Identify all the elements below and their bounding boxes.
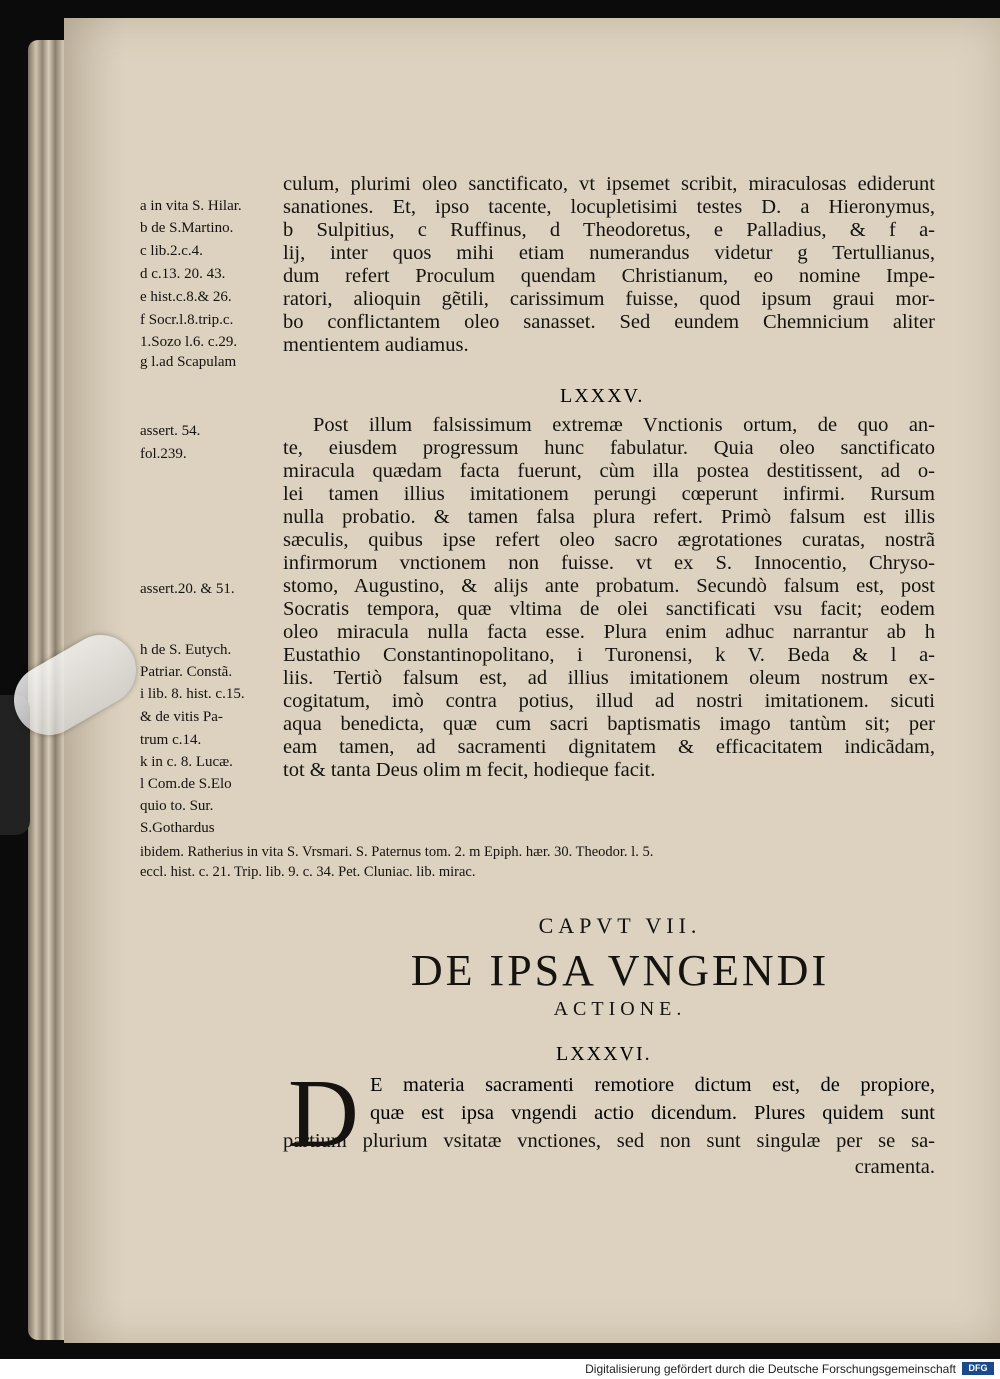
drop-initial: D <box>288 1060 359 1168</box>
margin-note: e hist.c.8.& 26. <box>140 289 232 305</box>
chapter-subtitle: ACTIONE. <box>553 998 687 1020</box>
body-line: partium plurium vsitatæ vnctiones, sed non sunt singulæ per se sa- <box>283 1130 935 1152</box>
body-line: lij, inter quos mihi etiam numerandus videtur g Tertullianus, <box>283 242 935 264</box>
margin-note: & de vitis Pa- <box>140 709 223 725</box>
body-line: cramenta. <box>854 1156 935 1178</box>
margin-note: d c.13. 20. 43. <box>140 266 226 282</box>
body-line: lei tamen illius imitationem perungi cœperunt infirmi. Rursum <box>283 483 935 505</box>
body-line: infirmorum vnctionem non fuisse. vt ex S. Innocentio, Chryso- <box>283 552 935 574</box>
body-line: quæ est ipsa vngendi actio dicendum. Plures quidem sunt <box>370 1102 935 1124</box>
footnote-line-1: ibidem. Ratherius in vita S. Vrsmari. S. Paternus tom. 2. m Epiph. hær. 30. Theodor. l. 5. <box>140 844 654 860</box>
margin-note: c lib.2.c.4. <box>140 243 203 259</box>
margin-note: 1.Sozo l.6. c.29. <box>140 334 238 350</box>
margin-note: k in c. 8. Lucæ. <box>140 754 233 770</box>
body-line: mentientem audiamus. <box>283 334 469 356</box>
body-line: E materia sacramenti remotiore dictum est, de propiore, <box>370 1074 935 1096</box>
body-line: culum, plurimi oleo sanctificato, vt ipsemet scribit, miraculosas ediderunt <box>283 173 935 195</box>
body-line: sæculis, quibus ipse refert oleo sacro ægrotationes curatas, nostrã <box>283 529 935 551</box>
body-line: oleo miracula nulla facta esse. Plura enim adhuc narrantur ab h <box>283 621 935 643</box>
section-label: LXXXVI. <box>556 1043 652 1065</box>
body-line: cogitatum, imò contra potius, illud ad nostri imitationem. sicuti <box>283 690 935 712</box>
margin-note: a in vita S. Hilar. <box>140 198 242 214</box>
section-label: LXXXV. <box>560 385 645 407</box>
margin-note: Patriar. Constã. <box>140 664 233 680</box>
body-line: miracula quædam facta fuerunt, cùm illa postea destitissent, ad o- <box>283 460 935 482</box>
dfg-logo: DFG <box>962 1362 994 1375</box>
margin-note: fol.239. <box>140 446 187 462</box>
margin-note: quio to. Sur. <box>140 798 214 814</box>
body-line: aqua benedicta, quæ cum sacri baptismatis imago tantùm sit; per <box>283 713 935 735</box>
body-line: tot & tanta Deus olim m fecit, hodieque facit. <box>283 759 656 781</box>
body-line: Eustathio Constantinopolitano, i Turonensi, k V. Beda & l a- <box>283 644 935 666</box>
margin-note: trum c.14. <box>140 732 202 748</box>
margin-note: h de S. Eutych. <box>140 642 232 658</box>
body-line: stomo, Augustino, & alijs ante probatum. Secundò falsum est, post <box>283 575 935 597</box>
margin-note: assert. 54. <box>140 423 201 439</box>
body-line: nulla probatio. & tamen falsa plura refert. Primò falsum est illis <box>283 506 935 528</box>
body-line: bo conflictantem oleo sanasset. Sed eundem Chemnicium aliter <box>283 311 935 333</box>
body-line: ratori, alioquin gẽtili, carissimum fuisse, quod ipsum graui mor- <box>283 288 935 310</box>
credit-text: Digitalisierung gefördert durch die Deutsche Forschungsgemeinschaft <box>585 1362 956 1376</box>
margin-note: l Com.de S.Elo <box>140 776 232 792</box>
margin-note: i lib. 8. hist. c.15. <box>140 686 245 702</box>
footnote-line-2: eccl. hist. c. 21. Trip. lib. 9. c. 34. Pet. Cluniac. lib. mirac. <box>140 864 476 880</box>
margin-note: S.Gothardus <box>140 820 215 836</box>
chapter-number: CAPVT VII. <box>538 913 702 938</box>
margin-note: assert.20. & 51. <box>140 581 235 597</box>
margin-note: g l.ad Scapulam <box>140 354 237 370</box>
margin-note: f Socr.l.8.trip.c. <box>140 312 234 328</box>
body-line: te, eiusdem progressum hunc fabulatur. Quia oleo sanctificato <box>283 437 935 459</box>
body-line: Post illum falsissimum extremæ Vnctionis ortum, de quo an- <box>313 414 935 436</box>
chapter-title: DE IPSA VNGENDI <box>410 946 830 995</box>
margin-note: b de S.Martino. <box>140 220 234 236</box>
body-line: sanationes. Et, ipso tacente, locupletisimi testes D. a Hieronymus, <box>283 196 935 218</box>
body-line: b Sulpitius, c Ruffinus, d Theodoretus, e Palladius, & f a- <box>283 219 935 241</box>
credit-bar <box>0 1359 1000 1379</box>
body-line: Socratis tempora, quæ vltima de olei sanctificati vsu facit; eodem <box>283 598 935 620</box>
body-line: eam tamen, ad sacramenti dignitatem & efficacitatem indicãdam, <box>283 736 935 758</box>
body-line: liis. Tertiò falsum est, ad illius imitationem oleum nostrum ex- <box>283 667 935 689</box>
body-line: dum refert Proculum quendam Christianum, eo nomine Impe- <box>283 265 935 287</box>
